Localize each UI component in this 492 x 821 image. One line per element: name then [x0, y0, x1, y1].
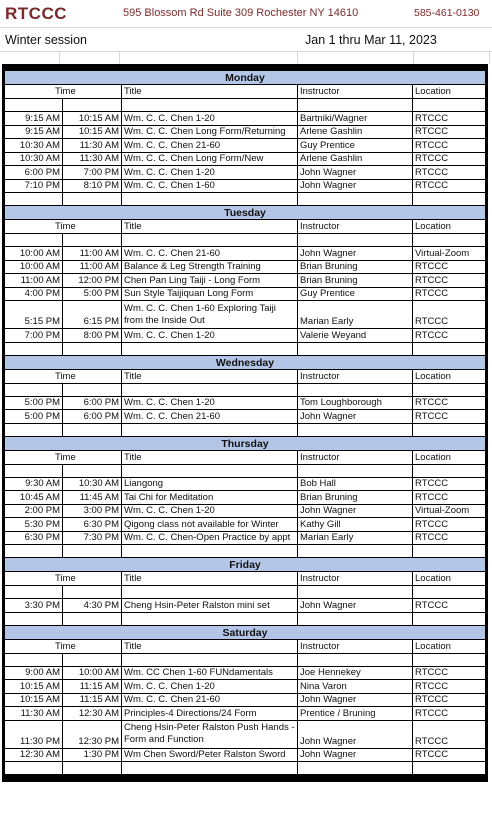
spacer-cell: [63, 613, 122, 625]
spacer-cell: [298, 613, 413, 625]
instructor-name: Marian Early: [298, 532, 413, 545]
class-row: [5, 721, 485, 749]
spacer-cell: [0, 52, 60, 64]
end-time: 6:15 PM: [63, 301, 122, 328]
spacer-cell: [122, 586, 298, 598]
end-time: 8:10 PM: [63, 180, 122, 193]
instructor-name: Arlene Gashlin: [298, 126, 413, 139]
end-time: 10:15 AM: [63, 112, 122, 125]
location-name: RTCCC: [415, 694, 449, 705]
class-row: [5, 329, 485, 343]
class-title: Sun Style Taijiquan Long Form: [122, 288, 298, 301]
class-row: [5, 667, 485, 681]
title-header: Title: [122, 451, 298, 464]
location-name: RTCCC: [415, 288, 449, 299]
spacer-cell: [5, 99, 63, 111]
spacer-cell: [63, 343, 122, 355]
instructor-name: Tom Loughborough: [298, 397, 413, 410]
column-header-row: [5, 640, 485, 654]
class-row: [5, 599, 485, 613]
class-title: Wm. C. C. Chen-Open Practice by appt: [122, 532, 298, 545]
spacer-cell: [5, 234, 63, 246]
instructor-name: Valerie Weyand: [298, 329, 413, 342]
start-time: 6:00 PM: [5, 166, 63, 179]
end-time: 11:45 AM: [63, 491, 122, 504]
end-time: 5:00 PM: [63, 288, 122, 301]
end-time: 10:00 AM: [63, 667, 122, 680]
class-row: [5, 694, 485, 708]
class-row: [5, 153, 485, 167]
instructor-name: Guy Prentice: [298, 288, 413, 301]
location-name: RTCCC: [415, 139, 449, 151]
location-name: RTCCC: [415, 680, 449, 692]
class-title: Wm. C. C. Chen 1-20: [122, 112, 298, 125]
class-row: [5, 139, 485, 153]
class-row: [5, 518, 485, 532]
class-row: [5, 126, 485, 140]
spacer-cell: [122, 384, 298, 396]
spacer-row: [5, 384, 485, 397]
instructor-name: John Wagner: [298, 410, 413, 423]
end-time: 11:00 AM: [63, 247, 122, 260]
start-time: 9:15 AM: [5, 126, 63, 139]
class-title: Wm. C. C. Chen 21-60: [122, 247, 298, 260]
spacer-cell: [5, 465, 63, 477]
start-time: 10:45 AM: [5, 491, 63, 504]
instructor-name: John Wagner: [298, 749, 413, 762]
instructor-name: John Wagner: [298, 694, 413, 707]
class-title: Qigong class not available for Winter: [122, 518, 298, 531]
spacer-cell: [413, 586, 485, 598]
spacer-cell: [413, 465, 485, 477]
spacer-row: [5, 193, 485, 205]
class-row: [5, 288, 485, 302]
session-name: Winter session: [5, 33, 87, 47]
spacer-cell: [298, 586, 413, 598]
spacer-cell: [5, 545, 63, 557]
instructor-header: Instructor: [298, 370, 413, 383]
spacer-cell: [5, 654, 63, 666]
location-name: RTCCC: [415, 261, 449, 272]
location-name: RTCCC: [415, 397, 449, 408]
column-header-row: [5, 220, 485, 234]
start-time: 7:00 PM: [5, 329, 63, 342]
spacer-cell: [63, 654, 122, 666]
day-section-wednesday: [5, 355, 485, 436]
spacer-cell: [122, 613, 298, 625]
title-header: Title: [122, 370, 298, 383]
spacer-cell: [298, 193, 413, 205]
spacer-cell: [298, 343, 413, 355]
start-time: 11:00 AM: [5, 274, 63, 287]
spacer-cell: [298, 545, 413, 557]
day-heading: Wednesday: [5, 356, 485, 370]
spacer-cell: [63, 465, 122, 477]
time-header: Time: [5, 85, 122, 98]
start-time: 7:10 PM: [5, 180, 63, 193]
schedule-table: [2, 64, 488, 782]
end-time: 7:30 PM: [63, 532, 122, 545]
location-name: RTCCC: [415, 274, 449, 286]
class-row: [5, 707, 485, 721]
end-time: 7:00 PM: [63, 166, 122, 179]
start-time: 10:15 AM: [5, 694, 63, 707]
spacer-row: [5, 586, 485, 599]
spacer-cell: [5, 343, 63, 355]
location-name: RTCCC: [415, 599, 449, 611]
class-row: [5, 532, 485, 546]
class-title: Balance & Leg Strength Training: [122, 261, 298, 274]
day-section-tuesday: [5, 205, 485, 355]
instructor-name: Bartniki/Wagner: [298, 112, 413, 125]
spacer-row: [5, 613, 485, 625]
end-time: 8:00 PM: [63, 329, 122, 342]
spacer-cell: [122, 99, 298, 111]
spacer-cell: [122, 654, 298, 666]
location-header: Location: [415, 640, 451, 652]
class-row: [5, 397, 485, 411]
class-row: [5, 274, 485, 288]
end-time: 12:00 PM: [63, 274, 122, 287]
end-time: 12:30 PM: [63, 721, 122, 748]
instructor-name: John Wagner: [298, 166, 413, 179]
spacer-cell: [413, 384, 485, 396]
location-name: RTCCC: [415, 478, 449, 489]
location-name: RTCCC: [415, 166, 449, 178]
class-title: Wm. CC Chen 1-60 FUNdamentals: [122, 667, 298, 680]
spacer-cell: [413, 762, 485, 774]
address: 595 Blossom Rd Suite 309 Rochester NY 14610: [123, 7, 359, 19]
start-time: 12:30 AM: [5, 749, 63, 762]
day-heading: Friday: [5, 558, 485, 572]
spacer-row: [5, 424, 485, 436]
day-section-thursday: [5, 436, 485, 558]
class-title: Liangong: [122, 478, 298, 491]
spacer-cell: [298, 234, 413, 246]
start-time: 5:00 PM: [5, 410, 63, 423]
start-time: 6:30 PM: [5, 532, 63, 545]
time-header: Time: [5, 640, 122, 653]
spacer-cell: [63, 384, 122, 396]
location-name: RTCCC: [415, 532, 449, 543]
location-name: RTCCC: [415, 112, 449, 124]
class-row: [5, 749, 485, 763]
end-time: 6:30 PM: [63, 518, 122, 531]
instructor-name: John Wagner: [298, 599, 413, 612]
location-header: Location: [415, 86, 451, 97]
end-time: 11:15 AM: [63, 680, 122, 693]
end-time: 1:30 PM: [63, 749, 122, 762]
spacer-cell: [122, 545, 298, 557]
start-time: 10:30 AM: [5, 139, 63, 152]
end-time: 10:30 AM: [63, 478, 122, 491]
location-name: Virtual-Zoom: [415, 505, 470, 516]
instructor-name: Arlene Gashlin: [298, 153, 413, 166]
instructor-header: Instructor: [298, 220, 413, 233]
start-time: 9:00 AM: [5, 667, 63, 680]
class-row: [5, 478, 485, 492]
location-name: RTCCC: [415, 518, 449, 530]
end-time: 3:00 PM: [63, 505, 122, 518]
title-header: Title: [122, 85, 298, 98]
class-title: Cheng Hsin-Peter Ralston Push Hands - Form and Function: [122, 721, 298, 748]
instructor-name: Kathy Gill: [298, 518, 413, 531]
instructor-name: Brian Bruning: [298, 274, 413, 287]
end-time: 11:30 AM: [63, 153, 122, 166]
title-header: Title: [122, 220, 298, 233]
title-header: Title: [122, 572, 298, 585]
time-header: Time: [5, 220, 122, 233]
class-title: Cheng Hsin-Peter Ralston mini set: [122, 599, 298, 612]
column-header-row: [5, 572, 485, 586]
spacer-cell: [63, 193, 122, 205]
end-time: 11:30 AM: [63, 139, 122, 152]
day-heading: Saturday: [5, 626, 485, 640]
start-time: 5:00 PM: [5, 397, 63, 410]
instructor-header: Instructor: [298, 640, 413, 653]
start-time: 10:00 AM: [5, 247, 63, 260]
spacer-cell: [5, 613, 63, 625]
end-time: 12:30 AM: [63, 707, 122, 720]
spacer-row: [5, 234, 485, 247]
start-time: 5:30 PM: [5, 518, 63, 531]
location-name: RTCCC: [415, 329, 449, 341]
spacer-cell: [298, 762, 413, 774]
spacer-cell: [298, 465, 413, 477]
spacer-cell: [63, 545, 122, 557]
spacer-cell: [414, 52, 490, 64]
class-title: Wm. C. C. Chen 1-20: [122, 329, 298, 342]
location-header: Location: [415, 451, 451, 463]
spacer-cell: [413, 343, 485, 355]
instructor-name: Guy Prentice: [298, 139, 413, 152]
spacer-row: [5, 545, 485, 557]
class-title: Wm. C. C. Chen 21-60: [122, 694, 298, 707]
start-time: 10:00 AM: [5, 261, 63, 274]
spacer-cell: [122, 234, 298, 246]
column-header-row: [5, 451, 485, 465]
spacer-cell: [5, 384, 63, 396]
class-row: [5, 301, 485, 329]
start-time: 2:00 PM: [5, 505, 63, 518]
start-time: 9:15 AM: [5, 112, 63, 125]
start-time: 10:30 AM: [5, 153, 63, 166]
spacer-cell: [122, 762, 298, 774]
location-name: RTCCC: [415, 749, 449, 760]
spacer-cell: [413, 424, 485, 436]
location-name: RTCCC: [415, 735, 449, 747]
class-title: Wm. C. C. Chen 1-20: [122, 397, 298, 410]
instructor-name: Nina Varon: [298, 680, 413, 693]
spacer-cell: [413, 193, 485, 205]
time-header: Time: [5, 572, 122, 585]
spacer-cell: [5, 762, 63, 774]
spacer-cell: [298, 52, 414, 64]
day-section-monday: [5, 71, 485, 205]
spacer-cell: [298, 424, 413, 436]
spacer-cell: [122, 343, 298, 355]
instructor-name: Brian Bruning: [298, 261, 413, 274]
class-title: Wm Chen Sword/Peter Ralston Sword: [122, 749, 298, 762]
spacer-cell: [63, 234, 122, 246]
time-header: Time: [5, 370, 122, 383]
spacer-row: [5, 654, 485, 667]
day-heading: Thursday: [5, 437, 485, 451]
spacer-cell: [60, 52, 120, 64]
instructor-name: John Wagner: [298, 505, 413, 518]
class-title: Wm. C. C. Chen 1-20: [122, 505, 298, 518]
class-title: Tai Chi for Meditation: [122, 491, 298, 504]
instructor-name: Brian Bruning: [298, 491, 413, 504]
spacer-cell: [413, 99, 485, 111]
spacer-cell: [122, 465, 298, 477]
day-heading: Tuesday: [5, 206, 485, 220]
location-name: RTCCC: [415, 180, 449, 191]
location-name: RTCCC: [415, 126, 449, 137]
instructor-name: Prentice / Bruning: [298, 707, 413, 720]
instructor-name: Joe Hennekey: [298, 667, 413, 680]
location-name: RTCCC: [415, 316, 449, 327]
instructor-name: John Wagner: [298, 721, 413, 748]
spacer-row: [5, 343, 485, 355]
instructor-name: Marian Early: [298, 301, 413, 328]
class-row: [5, 166, 485, 180]
location-name: RTCCC: [415, 707, 449, 719]
class-row: [5, 247, 485, 261]
spacer-cell: [298, 654, 413, 666]
start-time: 3:30 PM: [5, 599, 63, 612]
spacer-cell: [122, 193, 298, 205]
instructor-header: Instructor: [298, 451, 413, 464]
location-name: RTCCC: [415, 153, 449, 164]
class-title: Wm. C. C. Chen 1-20: [122, 680, 298, 693]
spacer-cell: [120, 52, 298, 64]
end-time: 10:15 AM: [63, 126, 122, 139]
start-time: 9:30 AM: [5, 478, 63, 491]
location-name: RTCCC: [415, 491, 449, 503]
location-name: Virtual-Zoom: [415, 247, 470, 259]
spacer-cell: [298, 384, 413, 396]
instructor-name: Bob Hall: [298, 478, 413, 491]
spacer-cell: [122, 424, 298, 436]
phone-number: 585-461-0130: [414, 7, 480, 19]
spacer-cell: [413, 545, 485, 557]
class-title: Wm. C. C. Chen 21-60: [122, 139, 298, 152]
class-title: Chen Pan Ling Taiji - Long Form: [122, 274, 298, 287]
location-header: Location: [415, 573, 451, 584]
location-header: Location: [415, 370, 451, 382]
class-title: Wm. C. C. Chen 1-60 Exploring Taiji from the Inside Out: [122, 301, 298, 328]
spacer-cell: [5, 193, 63, 205]
end-time: 11:15 AM: [63, 694, 122, 707]
instructor-header: Instructor: [298, 572, 413, 585]
start-time: 11:30 AM: [5, 707, 63, 720]
spacer-cell: [413, 654, 485, 666]
class-title: Wm. C. C. Chen 21-60: [122, 410, 298, 423]
spacer-cell: [63, 762, 122, 774]
spacer-cell: [5, 586, 63, 598]
session-bar: [0, 28, 492, 52]
end-time: 4:30 PM: [63, 599, 122, 612]
spacer-row: [5, 465, 485, 478]
spacer-cell: [413, 613, 485, 625]
start-time: 10:15 AM: [5, 680, 63, 693]
class-row: [5, 491, 485, 505]
class-title: Wm. C. C. Chen Long Form/Returning: [122, 126, 298, 139]
class-row: [5, 410, 485, 424]
class-title: Principles-4 Directions/24 Form: [122, 707, 298, 720]
class-row: [5, 112, 485, 126]
instructor-header: Instructor: [298, 85, 413, 98]
session-dates: Jan 1 thru Mar 11, 2023: [305, 33, 437, 47]
class-row: [5, 180, 485, 194]
header-bar: [0, 0, 492, 28]
class-row: [5, 261, 485, 275]
end-time: 11:00 AM: [63, 261, 122, 274]
start-time: 5:15 PM: [5, 301, 63, 328]
spacer-cell: [63, 586, 122, 598]
title-header: Title: [122, 640, 298, 653]
spacer-row: [5, 99, 485, 112]
class-row: [5, 680, 485, 694]
org-name: RTCCC: [5, 4, 67, 23]
spacer-cell: [5, 424, 63, 436]
location-header: Location: [415, 221, 451, 232]
class-row: [5, 505, 485, 519]
spacer-cell: [63, 99, 122, 111]
class-title: Wm. C. C. Chen Long Form/New: [122, 153, 298, 166]
day-section-friday: [5, 557, 485, 625]
spacer-cell: [63, 424, 122, 436]
spacer-cell: [298, 99, 413, 111]
column-header-row: [5, 370, 485, 384]
instructor-name: John Wagner: [298, 247, 413, 260]
column-header-row: [5, 85, 485, 99]
day-heading: Monday: [5, 71, 485, 85]
instructor-name: John Wagner: [298, 180, 413, 193]
class-title: Wm. C. C. Chen 1-60: [122, 180, 298, 193]
location-name: RTCCC: [415, 667, 449, 678]
end-time: 6:00 PM: [63, 397, 122, 410]
start-time: 11:30 PM: [5, 721, 63, 748]
start-time: 4:00 PM: [5, 288, 63, 301]
location-name: RTCCC: [415, 410, 449, 422]
spacer-cell: [413, 234, 485, 246]
class-title: Wm. C. C. Chen 1-20: [122, 166, 298, 179]
spacer-row: [5, 762, 485, 774]
end-time: 6:00 PM: [63, 410, 122, 423]
day-section-saturday: [5, 625, 485, 775]
time-header: Time: [5, 451, 122, 464]
